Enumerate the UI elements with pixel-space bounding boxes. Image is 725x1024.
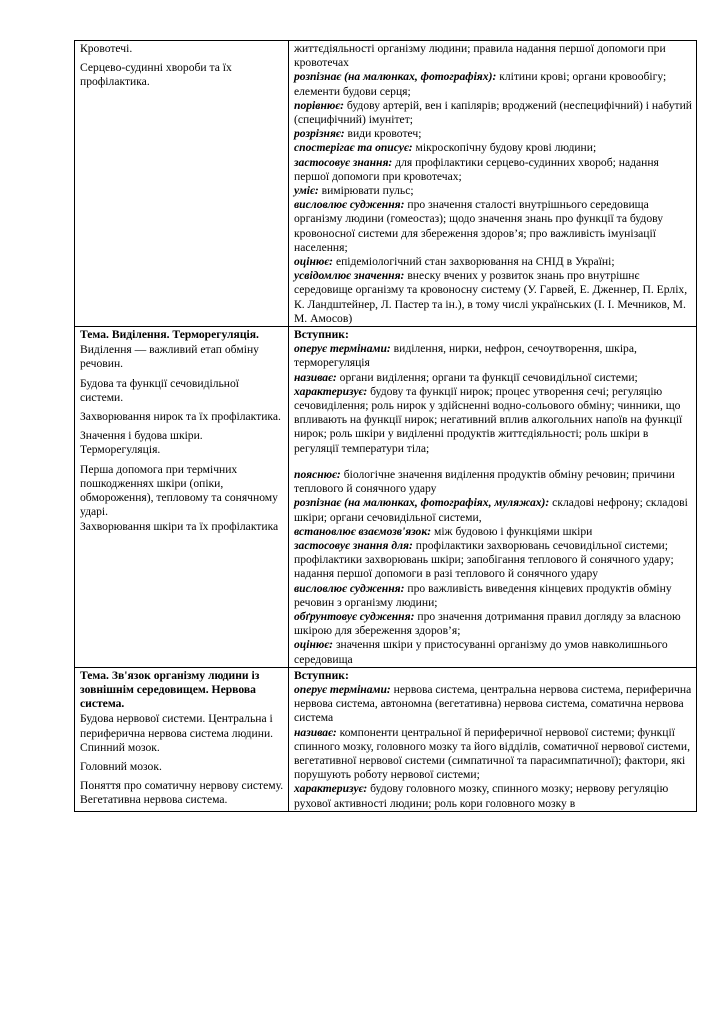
outcome-keyword: застосовує знання для:: [294, 538, 413, 552]
outcome-line: застосовує знання для: профілактики захворювань сечовидільної системи; профілактики захворювань шкіри; запобігання теплового й сонячного удару; надання першої допомоги в разі теплового й сонячного удару: [294, 538, 674, 581]
table-row: [75, 667, 697, 811]
outcome-line: пояснює: біологічне значення виділення продуктів обміну речовин; причини теплового й сонячного удару: [294, 467, 675, 496]
list-item: Будова та функції сечовидільної системи.: [80, 376, 240, 404]
outcome-line: розрізняє: види кровотеч;: [294, 127, 422, 141]
outcome-keyword: встановлює взаємозв'язок:: [294, 524, 432, 538]
table-row: [75, 327, 697, 668]
outcome-line: усвідомлює значення: внеску вчених у розвиток знань про внутрішнє середовище організму та кровоносну систему (У. Гарвей, Е. Дженнер, П. Ерліх, К. Ландштейнер, Л. Пастер та ін.), в тому числі українських (І. І. Мечников, М. М. Амосов): [294, 269, 688, 325]
outcome-keyword: розпізнає (на малюнках, фотографіях, муляжах):: [294, 496, 550, 510]
outcome-keyword: оперує термінами:: [294, 342, 391, 356]
outcome-line: обґрунтовує судження: про значення дотримання правил догляду за власною шкірою для збереження здоров’я;: [294, 609, 681, 638]
list-item: Захворювання нирок та їх профілактика.: [80, 410, 281, 424]
outcome-keyword: уміє:: [294, 184, 319, 198]
outcome-keyword: характеризує:: [294, 782, 368, 796]
outcome-keyword: обґрунтовує судження:: [294, 609, 415, 623]
outcome-keyword: характеризує:: [294, 384, 368, 398]
outcomes-cell: [289, 41, 697, 327]
list-item: Кровотечі.: [80, 42, 133, 55]
outcome-keyword: розпізнає (на малюнках, фотографіях):: [294, 70, 497, 84]
outcomes-cell: [289, 667, 697, 811]
curriculum-table: [74, 40, 697, 812]
list-item: Перша допомога при термічних пошкодженнях шкіри (опіки, обмороження), тепловому та сонячному ударі.: [80, 462, 278, 519]
outcome-line: оперує термінами: виділення, нирки, нефрон, сечоутворення, шкіра, терморегуляція: [294, 342, 637, 370]
outcome-keyword: застосовує знання:: [294, 155, 393, 169]
outcome-line: встановлює взаємозв'язок: між будовою і функціями шкіри: [294, 524, 593, 538]
outcome-line: називає: компоненти центральної й периферичної нервової системи; функції спинного мозку, головного мозку та його відділів, соматичної нервової системи, вегетативної нервової системи (симпатичної та парасимпатичної); фактори, які порушують роботу нервової системи;: [294, 725, 690, 782]
table-row: [75, 41, 697, 327]
outcome-line: спостерігає та описує: мікроскопічну будову крові людини;: [294, 141, 597, 155]
outcome-line: життєдіяльності організму людини; правила надання першої допомоги при кровотечах: [294, 42, 666, 70]
outcome-keyword: називає:: [294, 370, 337, 384]
intro-label: Вступник:: [294, 328, 349, 342]
list-item: Поняття про соматичну нервову систему. Вегетативна нервова система.: [80, 779, 284, 807]
list-item: Захворювання шкіри та їх профілактика: [80, 519, 279, 533]
list-item: Будова нервової системи. Центральна і периферична нервова система людини. Спинний мозок.: [80, 712, 274, 754]
outcome-line: характеризує: будову головного мозку, спинного мозку; нервову регуляцію рухової активності людини; роль кори головного мозку в: [294, 782, 669, 810]
topic-title: Тема. Зв'язок організму людини із зовнішнім середовищем. Нервова система.: [80, 668, 260, 711]
outcome-line: висловлює судження: про значення сталості внутрішнього середовища організму людини (гомеостаз); щодо значення знань про функції та будову кровоносної системи для збереження здоров’я; про важливість імунізації населення;: [294, 198, 663, 254]
outcome-keyword: висловлює судження:: [294, 581, 405, 595]
outcome-keyword: розрізняє:: [294, 127, 345, 141]
outcome-line: застосовує знання: для профілактики серцево-судинних хвороб; надання першої допомоги при кровотечах;: [294, 155, 659, 183]
outcome-line: уміє: вимірювати пульс;: [294, 184, 414, 198]
outcome-keyword: пояснює:: [294, 467, 341, 481]
topic-cell: [75, 327, 289, 668]
outcomes-cell: [289, 327, 697, 668]
outcome-keyword: оцінює:: [294, 638, 334, 652]
outcome-keyword: спостерігає та описує:: [294, 141, 413, 155]
outcome-line: характеризує: будову та функції нирок; процес утворення сечі; регуляцію сечовиділення; роль нирок у здійсненні водно-сольового обміну; чинники, що впливають на функції нирок; негативний вплив алкогольних напоїв на функції нирок; роль шкіри у виділенні продуктів життєдіяльності; роль шкіри в регуляції температури тіла;: [294, 384, 683, 455]
outcome-line: оперує термінами: нервова система, центральна нервова система, периферична нервова система, автономна (вегетативна) нервова система, соматична нервова система: [294, 682, 692, 725]
list-item: Серцево-судинні хвороби та їх профілактика.: [80, 61, 232, 89]
topic-cell: [75, 41, 289, 327]
list-item: Значення і будова шкіри. Терморегуляція.: [80, 429, 203, 457]
outcome-keyword: оцінює:: [294, 255, 334, 269]
list-item: Виділення — важливий етап обміну речовин.: [80, 343, 259, 371]
outcome-line: називає: органи виділення; органи та функції сечовидільної системи;: [294, 370, 638, 384]
outcome-line: оцінює: епідеміологічний стан захворювання на СНІД в Україні;: [294, 255, 615, 269]
topic-title: Тема. Виділення. Терморегуляція.: [80, 328, 259, 342]
spacer: [294, 456, 692, 468]
topic-cell: [75, 667, 289, 811]
outcome-line: розпізнає (на малюнках, фотографіях): клітини крові; органи кровообігу; елементи будови серця;: [294, 70, 667, 98]
outcome-keyword: називає:: [294, 725, 337, 739]
outcome-keyword: висловлює судження:: [294, 198, 405, 212]
outcome-line: висловлює судження: про важливість виведення кінцевих продуктів обміну речовин з організму людини;: [294, 581, 672, 609]
outcome-keyword: порівнює:: [294, 98, 345, 112]
outcome-line: розпізнає (на малюнках, фотографіях, муляжах): складові нефрону; складові шкіри; органи сечовидільної системи,: [294, 496, 688, 524]
list-item: Головний мозок.: [80, 759, 162, 773]
outcome-line: порівнює: будову артерій, вен і капілярів; вроджений (неспецифічний) і набутий (специфічний) імунітет;: [294, 98, 692, 127]
outcome-keyword: усвідомлює значення:: [294, 269, 405, 283]
intro-label: Вступник:: [294, 668, 349, 682]
outcome-keyword: оперує термінами:: [294, 682, 391, 696]
outcome-line: оцінює: значення шкіри у пристосуванні організму до умов навколишнього середовища: [294, 638, 668, 666]
